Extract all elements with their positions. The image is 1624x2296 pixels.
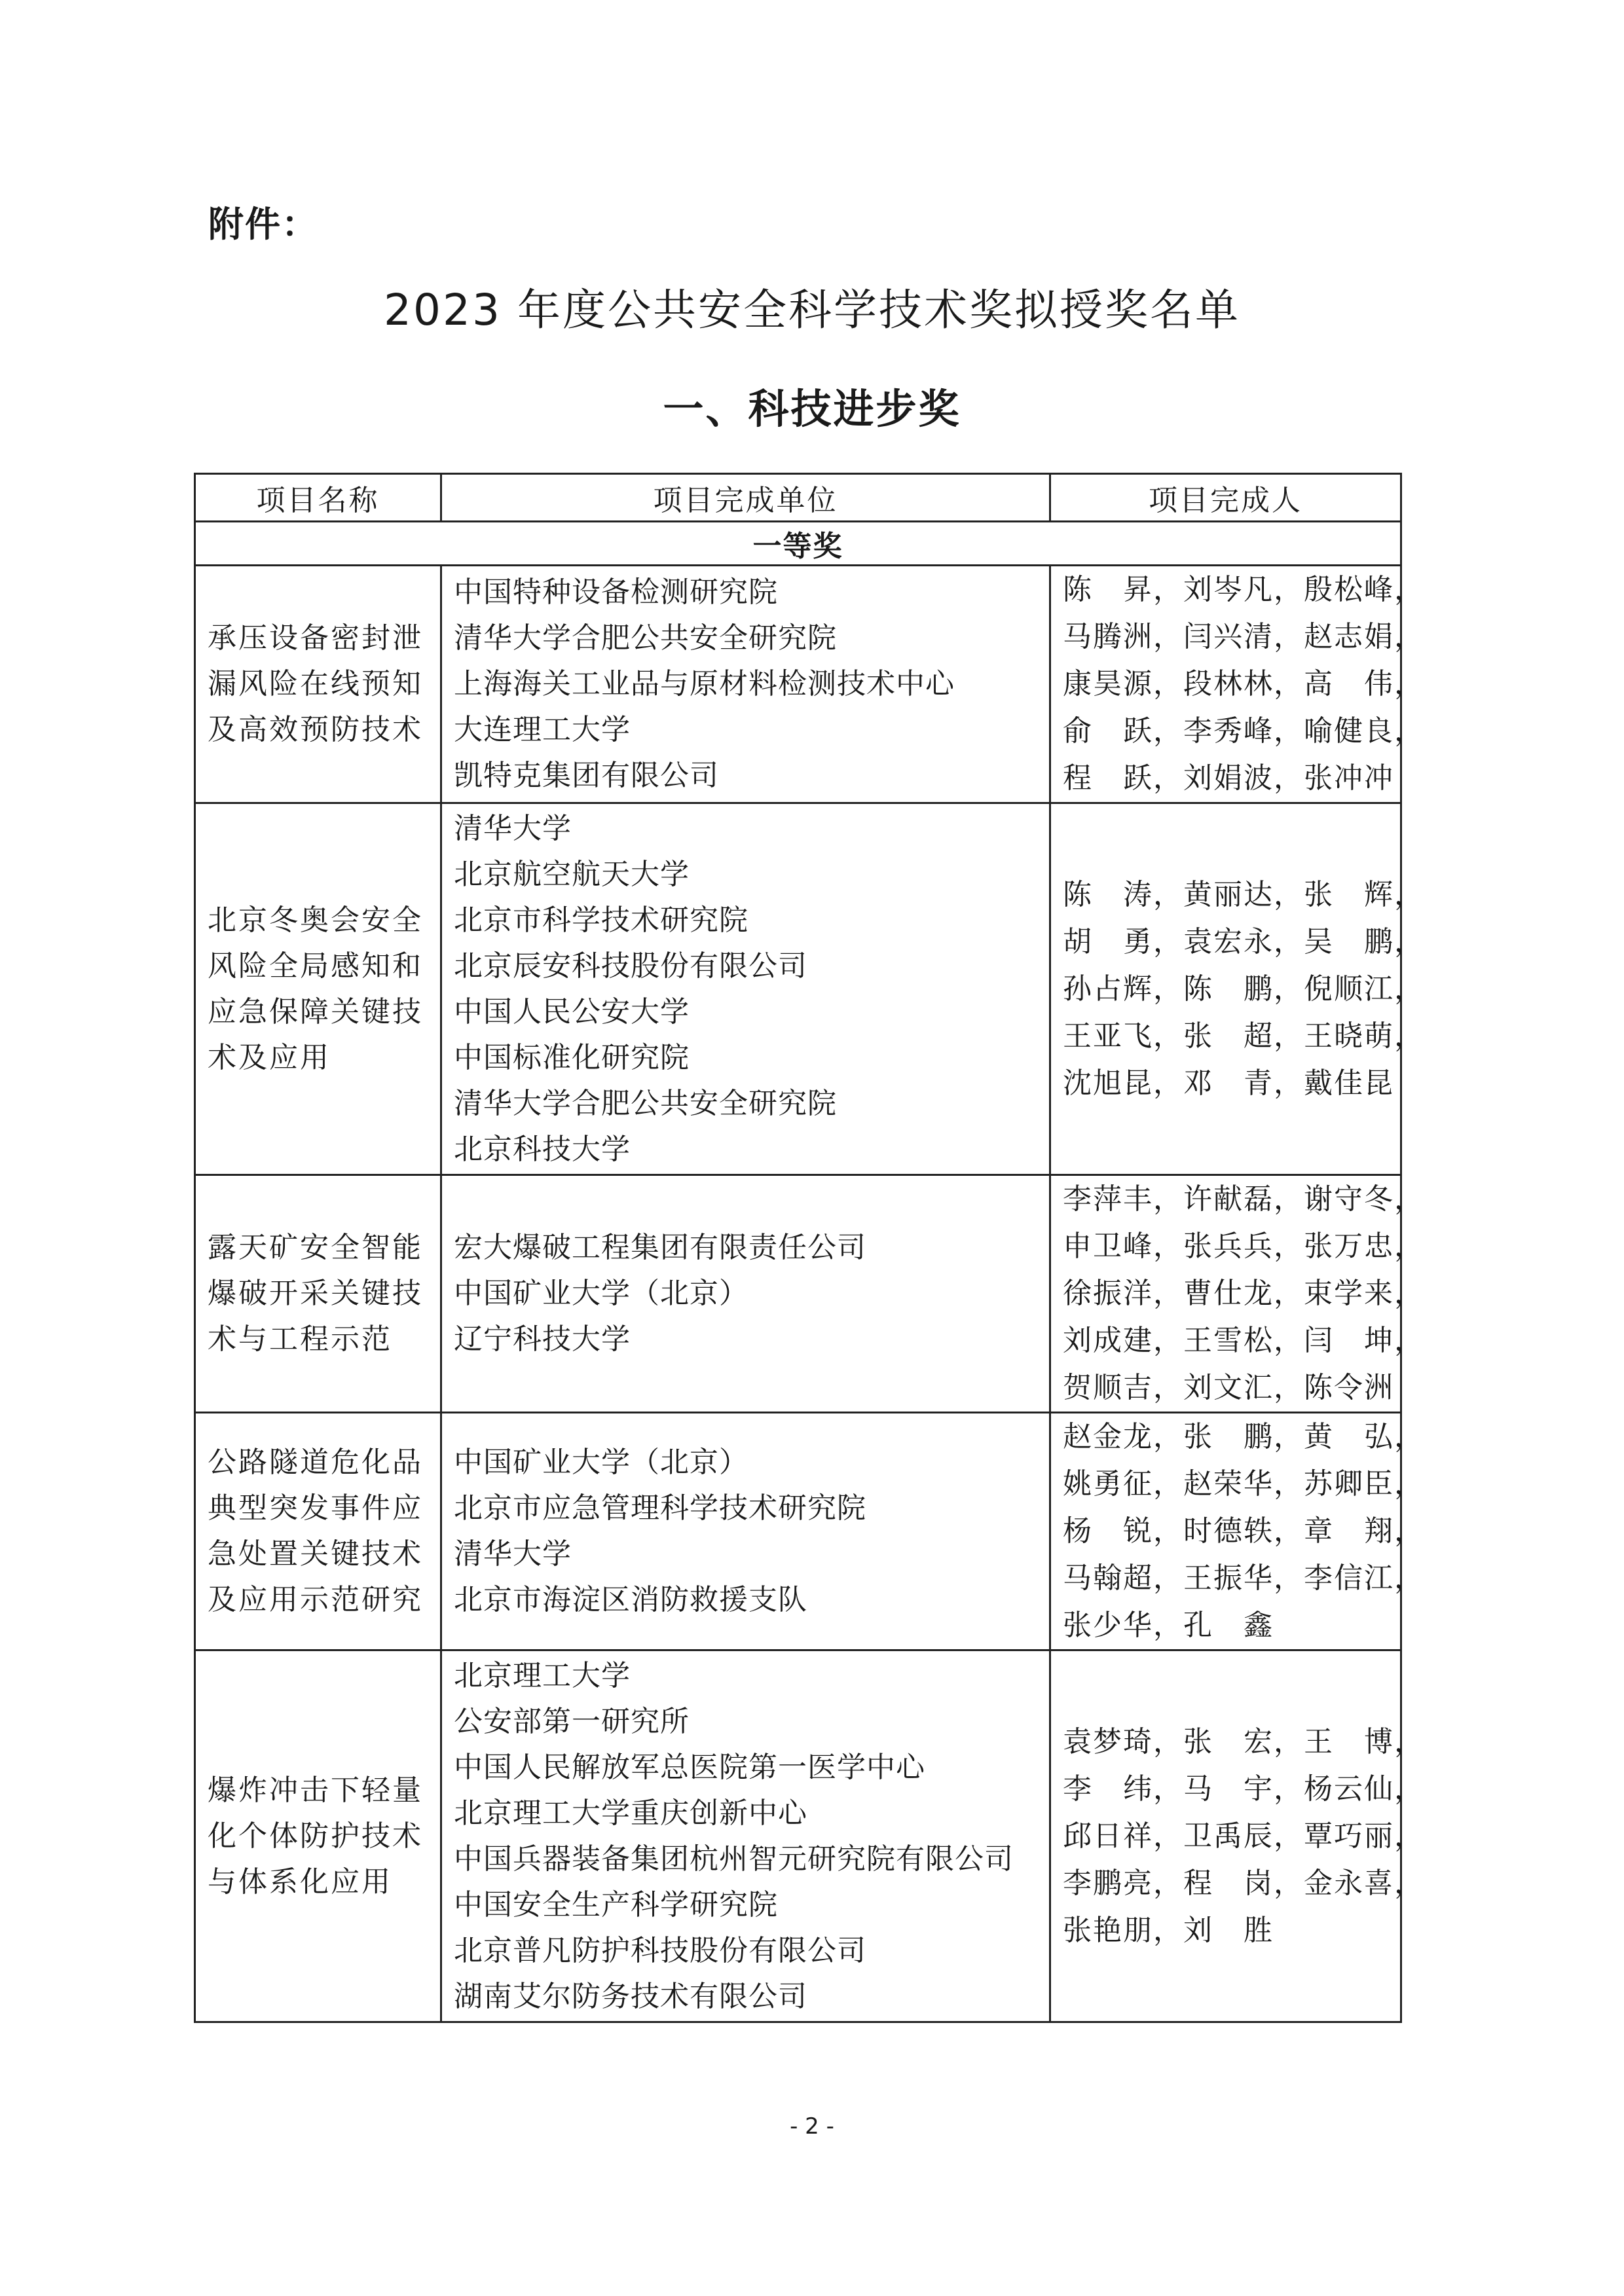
project-units — [441, 1650, 1050, 2022]
project-name — [195, 1650, 441, 2022]
unit-item: 北京市海淀区消防救援支队 — [454, 1583, 807, 1616]
project-name-line: 及高效预防技术 — [208, 713, 423, 746]
unit-item: 上海海关工业品与原材料检测技术中心 — [454, 667, 955, 701]
people-line: 李 纬，马 宇，杨云仙， — [1063, 1772, 1424, 1806]
project-name-line: 风险全局感知和 — [208, 949, 423, 983]
project-units — [441, 1175, 1050, 1413]
attachment-label: 附件： — [208, 204, 318, 245]
unit-item: 中国安全生产科学研究院 — [454, 1887, 778, 1922]
people-line: 张艳朋，刘 胜 — [1063, 1913, 1274, 1947]
people-line: 王亚飞，张 超，王晓萌， — [1063, 1019, 1424, 1053]
people-line: 赵金龙，张 鹏，黄 弘， — [1063, 1420, 1424, 1453]
project-name-line: 与体系化应用 — [208, 1865, 392, 1899]
table-row — [195, 803, 1401, 1175]
table-row — [195, 566, 1401, 803]
document-title: 2023 年度公共安全科学技术奖拟授奖名单 — [384, 285, 1240, 335]
people-line: 邱日祥，卫禹辰，覃巧丽， — [1063, 1819, 1424, 1853]
unit-item: 北京理工大学 — [454, 1658, 631, 1692]
project-name-line: 应急保障关键技 — [208, 994, 423, 1029]
people-line: 姚勇征，赵荣华，苏卿臣， — [1063, 1467, 1424, 1501]
project-name-line: 典型突发事件应 — [208, 1491, 423, 1525]
project-name-line: 北京冬奥会安全 — [208, 903, 423, 937]
unit-item: 北京普凡防护科技股份有限公司 — [454, 1933, 866, 1967]
unit-item: 北京市科学技术研究院 — [454, 903, 748, 937]
project-name-line: 急处置关键技术 — [208, 1537, 423, 1571]
project-name-line: 露天矿安全智能 — [208, 1231, 423, 1264]
column-header-units: 项目完成单位 — [441, 474, 1050, 522]
project-name-line: 爆炸冲击下轻量 — [208, 1773, 423, 1807]
project-people — [1050, 566, 1424, 803]
column-header-project-name: 项目名称 — [195, 474, 441, 522]
project-people — [1050, 803, 1424, 1175]
people-line: 李萍丰，许献磊，谢守冬， — [1063, 1182, 1424, 1216]
unit-item: 凯特克集团有限公司 — [454, 759, 719, 792]
table-row — [195, 1413, 1401, 1650]
people-line: 徐振洋，曹仕龙，束学来， — [1063, 1277, 1424, 1310]
unit-item: 中国兵器装备集团杭州智元研究院有限公司 — [454, 1842, 1014, 1876]
unit-item: 大连理工大学 — [454, 713, 631, 746]
people-line: 杨 锐，时德轶，章 翔， — [1063, 1514, 1424, 1548]
project-name-line: 及应用示范研究 — [208, 1583, 423, 1616]
project-name-line: 公路隧道危化品 — [208, 1446, 423, 1479]
project-units — [441, 803, 1050, 1175]
people-line: 孙占辉，陈 鹏，倪顺江， — [1063, 972, 1424, 1006]
project-name — [195, 1413, 441, 1650]
grade-label: 一等奖 — [195, 522, 1401, 566]
project-units — [441, 1413, 1050, 1650]
project-name — [195, 566, 441, 803]
unit-item: 中国人民解放军总医院第一医学中心 — [454, 1750, 925, 1784]
section-title: 一、科技进步奖 — [663, 385, 961, 433]
table-row — [195, 1175, 1401, 1413]
unit-item: 清华大学 — [454, 1537, 572, 1571]
project-name-line: 化个体防护技术 — [208, 1819, 423, 1853]
people-line: 胡 勇，袁宏永，吴 鹏， — [1063, 924, 1424, 958]
project-name-line: 术及应用 — [208, 1040, 331, 1074]
people-line: 马腾洲，闫兴清，赵志娟， — [1063, 620, 1424, 653]
project-name-line: 爆破开采关键技 — [208, 1277, 423, 1310]
unit-item: 中国标准化研究院 — [454, 1040, 690, 1074]
grade-row — [195, 522, 1401, 566]
people-line: 俞 跃，李秀峰，喻健良， — [1063, 714, 1424, 748]
unit-item: 辽宁科技大学 — [454, 1322, 631, 1356]
project-name-line: 术与工程示范 — [208, 1322, 392, 1356]
unit-item: 宏大爆破工程集团有限责任公司 — [454, 1231, 866, 1264]
table-row — [195, 1650, 1401, 2022]
people-line: 程 跃，刘娟波，张冲冲 — [1063, 761, 1394, 795]
unit-item: 公安部第一研究所 — [454, 1704, 690, 1738]
unit-item: 中国矿业大学（北京） — [454, 1446, 748, 1479]
people-line: 陈 昇，刘岑凡，殷松峰， — [1063, 573, 1424, 606]
unit-item: 清华大学合肥公共安全研究院 — [454, 1086, 837, 1120]
unit-item: 清华大学 — [454, 811, 572, 845]
people-line: 康昊源，段林林，高 伟， — [1063, 667, 1424, 701]
project-people — [1050, 1650, 1424, 2022]
project-people — [1050, 1413, 1424, 1650]
unit-item: 中国矿业大学（北京） — [454, 1277, 748, 1310]
project-name — [195, 803, 441, 1175]
people-line: 申卫峰，张兵兵，张万忠， — [1063, 1230, 1424, 1263]
project-name-line: 承压设备密封泄 — [208, 621, 423, 655]
project-people — [1050, 1175, 1424, 1413]
unit-item: 北京辰安科技股份有限公司 — [454, 949, 807, 983]
table-header-row — [195, 474, 1401, 522]
unit-item: 北京市应急管理科学技术研究院 — [454, 1491, 866, 1525]
unit-item: 北京理工大学重庆创新中心 — [454, 1796, 807, 1830]
unit-item: 湖南艾尔防务技术有限公司 — [454, 1979, 807, 2013]
unit-item: 中国人民公安大学 — [454, 994, 690, 1029]
people-line: 袁梦琦，张 宏，王 博， — [1063, 1724, 1424, 1758]
unit-item: 北京航空航天大学 — [454, 857, 690, 891]
page-number: - 2 - — [790, 2113, 834, 2140]
people-line: 刘成建，王雪松，闫 坤， — [1063, 1324, 1424, 1357]
award-table — [194, 473, 1424, 2023]
people-line: 李鹏亮，程 岗，金永喜， — [1063, 1866, 1424, 1900]
people-line: 马翰超，王振华，李信江， — [1063, 1561, 1424, 1595]
unit-item: 中国特种设备检测研究院 — [454, 575, 778, 609]
project-units — [441, 566, 1050, 803]
people-line: 张少华，孔 鑫 — [1063, 1609, 1274, 1642]
people-line: 贺顺吉，刘文汇，陈令洲 — [1063, 1371, 1394, 1404]
unit-item: 北京科技大学 — [454, 1132, 631, 1166]
people-line: 沈旭昆，邓 青，戴佳昆 — [1063, 1066, 1394, 1100]
project-name-line: 漏风险在线预知 — [208, 667, 423, 701]
project-name — [195, 1175, 441, 1413]
column-header-people: 项目完成人 — [1050, 474, 1401, 522]
unit-item: 清华大学合肥公共安全研究院 — [454, 621, 837, 655]
people-line: 陈 涛，黄丽达，张 辉， — [1063, 877, 1424, 911]
